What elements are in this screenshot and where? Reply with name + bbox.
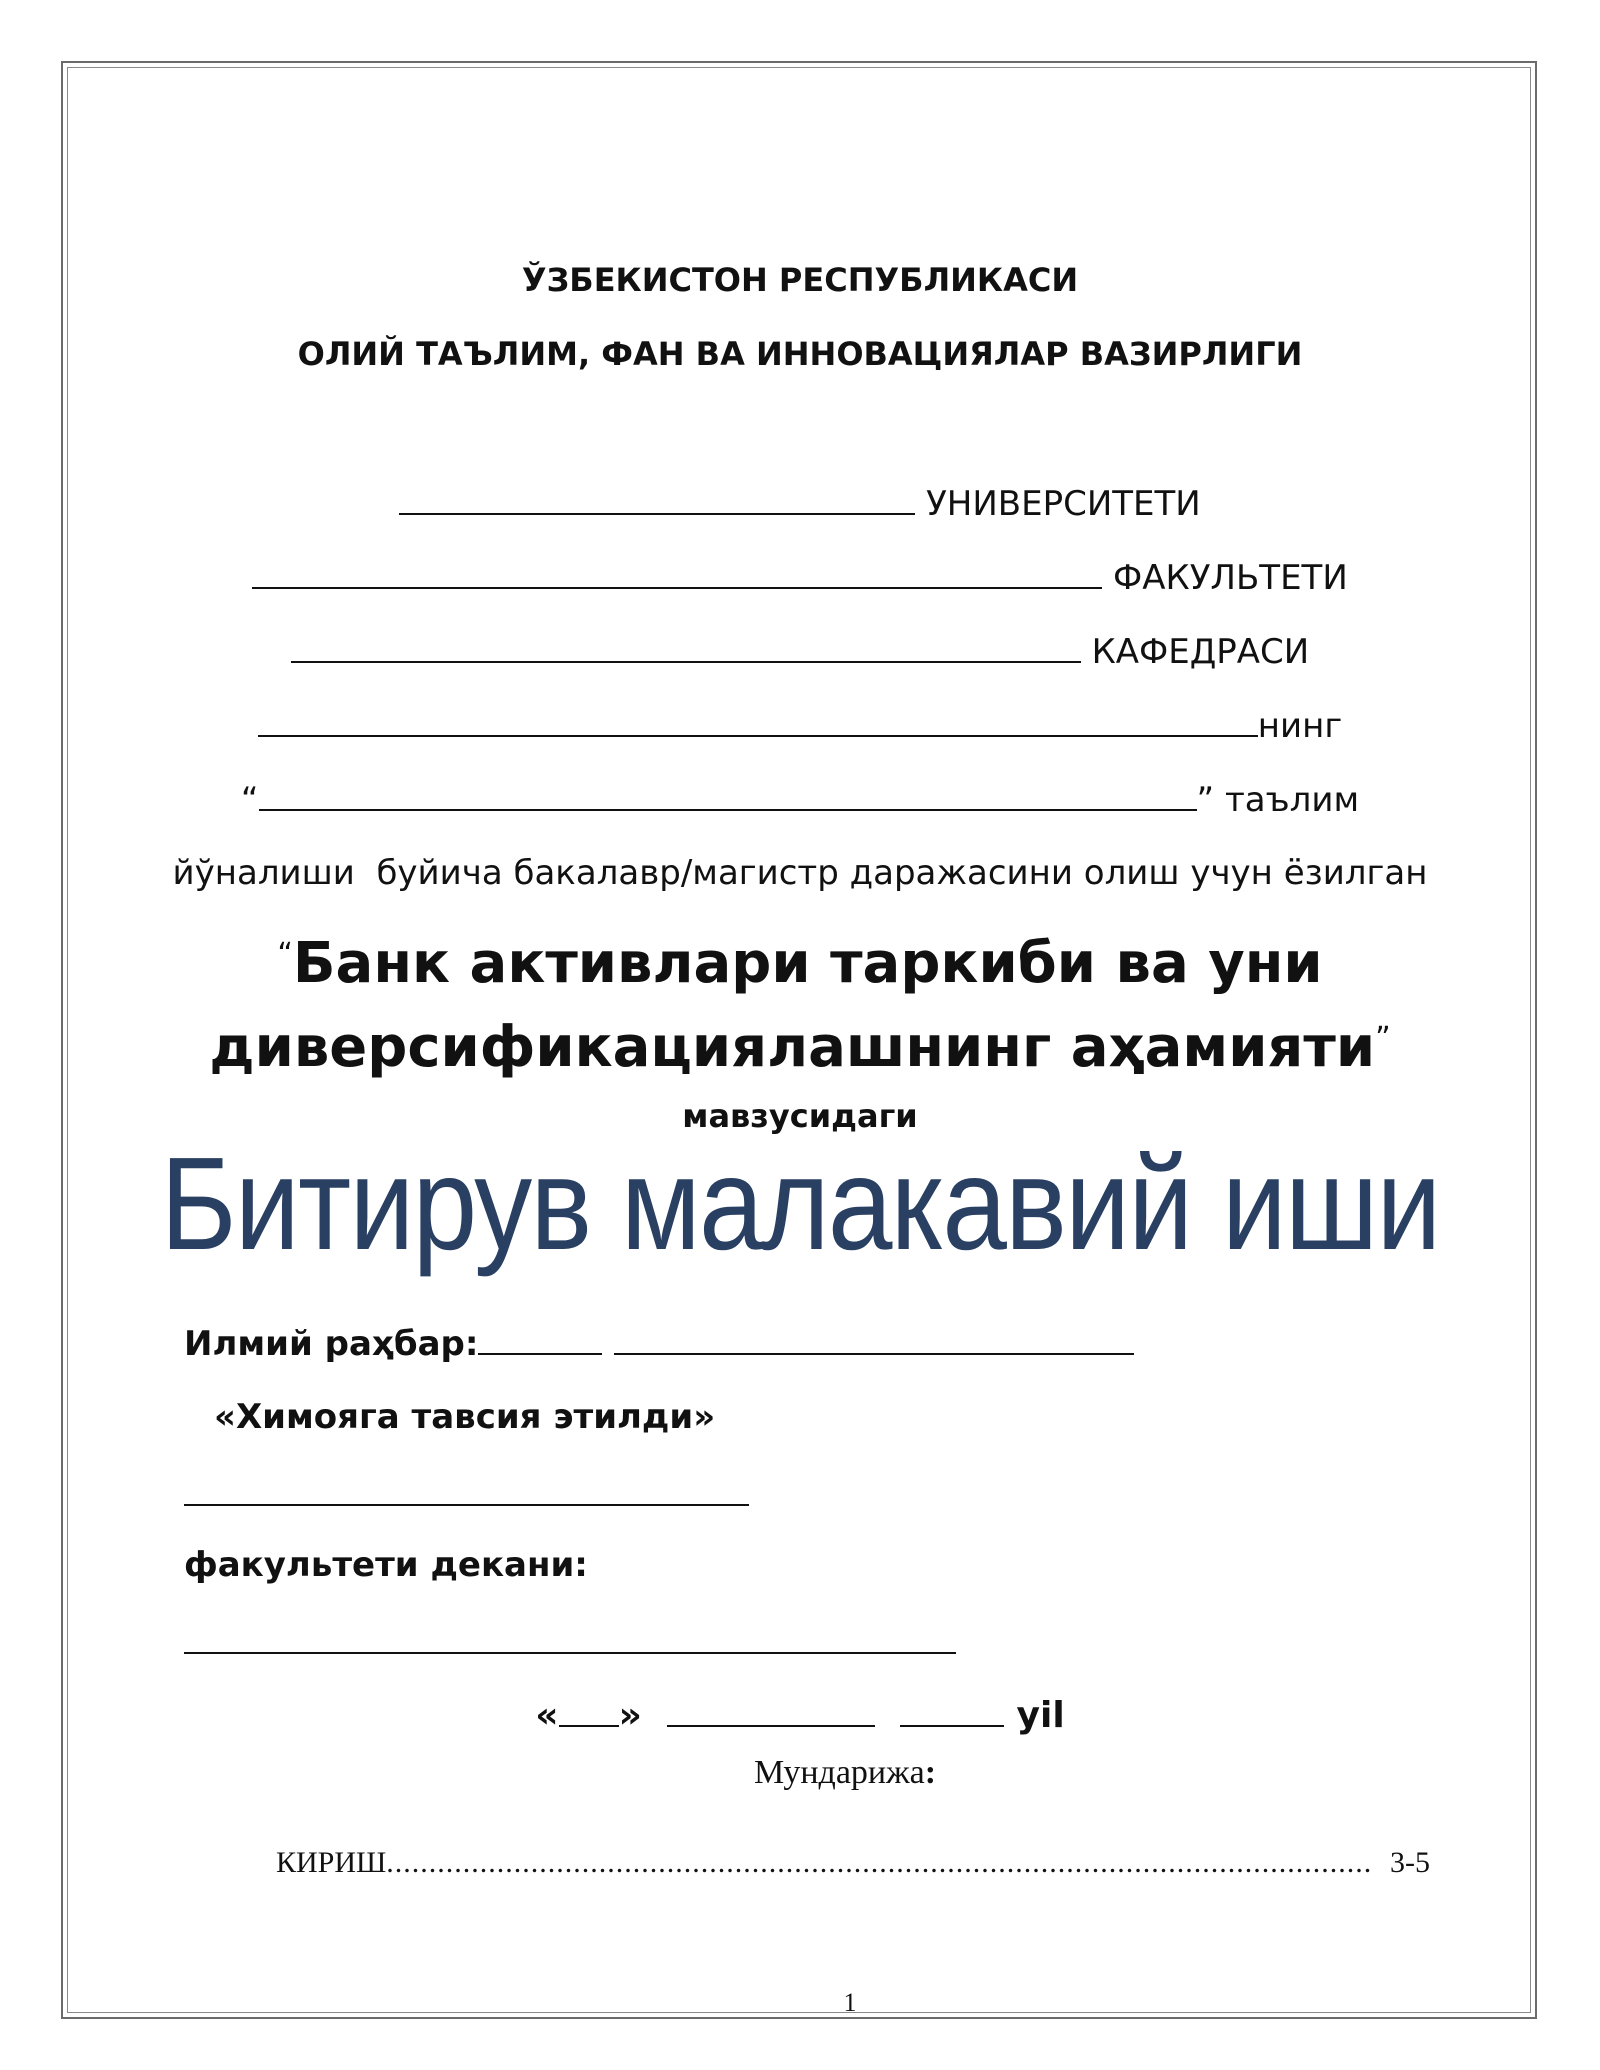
topic-close-quote: ”	[1375, 1021, 1391, 1056]
toc-entry-pages: 3-5	[1390, 1846, 1430, 1879]
student-suffix: нинг	[1257, 706, 1343, 746]
dean-signature-field	[184, 1624, 956, 1657]
supervisor-field	[184, 1324, 1134, 1364]
month-blank	[667, 1697, 875, 1727]
toc-heading-colon: :	[924, 1754, 937, 1791]
direction-close: ” таълим	[1196, 780, 1360, 820]
year-label: yil	[1016, 1695, 1065, 1736]
document-type-title: Битирув малакавий иши	[160, 1130, 1440, 1277]
supervisor-label: Илмий раҳбар:	[184, 1324, 479, 1364]
supervisor-blank-long	[614, 1325, 1134, 1355]
date-field	[0, 1697, 1600, 1734]
topic-line-2	[0, 1015, 1600, 1080]
toc-entry-title: КИРИШ	[276, 1846, 387, 1879]
department-blank	[291, 633, 1081, 663]
page-number: 1	[843, 1988, 857, 2017]
dean-signature-blank	[184, 1624, 956, 1654]
direction-blank	[259, 781, 1197, 811]
date-close-quote: »	[618, 1695, 642, 1736]
day-blank	[559, 1697, 619, 1727]
country-heading: ЎЗБЕКИСТОН РЕСПУБЛИКАСИ	[521, 261, 1079, 299]
date-open-quote: «	[535, 1695, 559, 1736]
dean-label: факультети декани:	[184, 1545, 588, 1585]
faculty-field	[0, 558, 1600, 598]
direction-open-quote: “	[240, 780, 259, 820]
university-blank	[399, 485, 915, 515]
ministry-heading: ОЛИЙ ТАЪЛИМ, ФАН ВА ИННОВАЦИЯЛАР ВАЗИРЛИГИ	[297, 335, 1303, 373]
faculty-blank	[252, 559, 1102, 589]
topic-subtitle: мавзусидаги	[682, 1097, 918, 1135]
faculty-label: ФАКУЛЬТЕТИ	[1113, 558, 1348, 598]
toc-entry[interactable]	[276, 1848, 1430, 1878]
department-field	[0, 632, 1600, 672]
supervisor-blank-short	[478, 1325, 602, 1355]
university-label: УНИВЕРСИТЕТИ	[926, 484, 1201, 524]
toc-heading	[0, 1756, 1600, 1790]
student-field	[0, 706, 1600, 746]
purpose-line: йўналиши буйича бакалавр/магистр даражасини олиш учун ёзилган	[172, 853, 1428, 893]
direction-field	[0, 780, 1600, 820]
topic-line-1	[0, 931, 1600, 996]
topic-title-line-1: Банк активлари таркиби ва уни	[292, 931, 1323, 996]
student-blank	[258, 707, 1258, 737]
defense-signature-field	[184, 1476, 749, 1509]
toc-entry-dots: ....................................................................................................................	[386, 1848, 1373, 1878]
topic-title-line-2: диверсификациялашнинг аҳамияти	[209, 1015, 1376, 1080]
defense-recommendation: «Химояга тавсия этилди»	[214, 1397, 716, 1437]
topic-open-quote: “	[277, 937, 293, 972]
toc-heading-text: Мундарижа	[753, 1754, 925, 1791]
university-field	[0, 484, 1600, 524]
year-blank	[900, 1697, 1004, 1727]
defense-signature-blank	[184, 1476, 749, 1506]
department-label: КАФЕДРАСИ	[1091, 632, 1310, 672]
